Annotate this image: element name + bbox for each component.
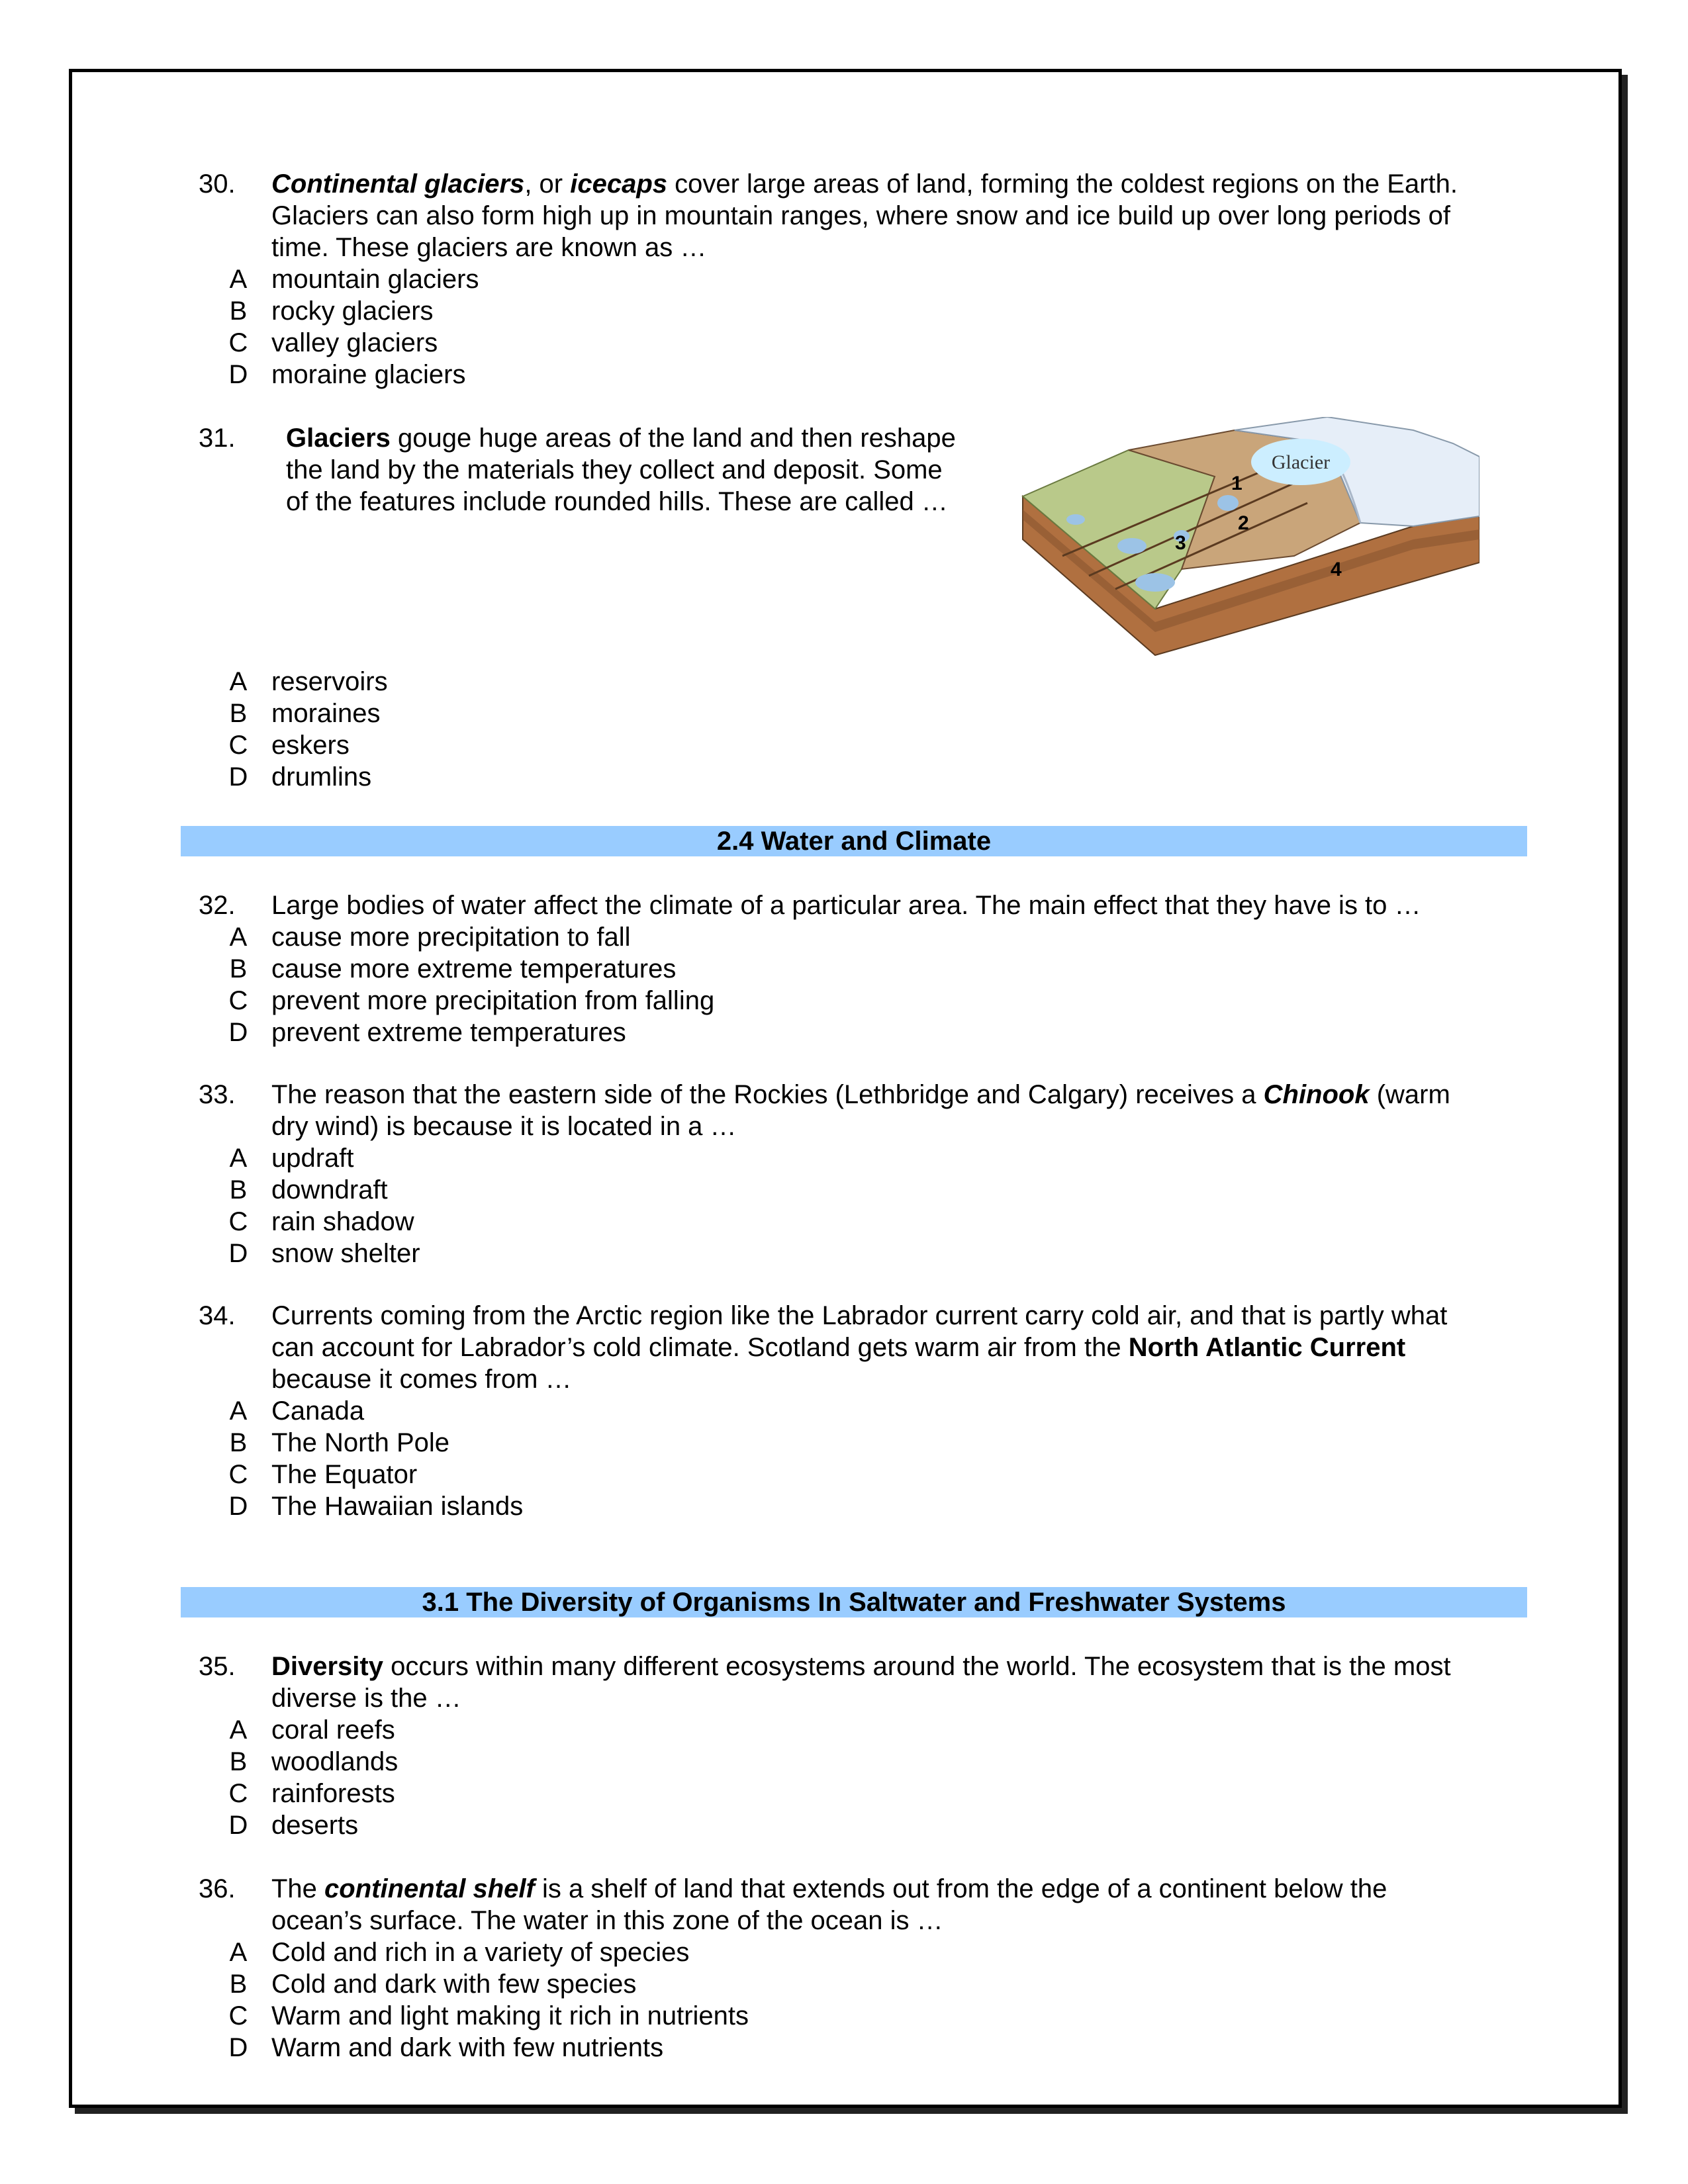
answer-option[interactable]	[199, 1017, 1523, 1048]
option-letter: B	[229, 699, 248, 728]
answer-option[interactable]	[199, 1968, 1523, 2000]
answer-option[interactable]	[199, 1238, 1523, 1269]
stem-text: dry wind) is because it is located in a …	[271, 1112, 737, 1141]
question-32	[199, 889, 1523, 1048]
question-35	[199, 1651, 1523, 1841]
stem-text: gouge huge areas of the land and then reshape	[390, 424, 956, 453]
option-text: cause more precipitation to fall	[271, 923, 631, 952]
answer-option[interactable]	[199, 761, 1523, 793]
option-letter: D	[228, 2033, 248, 2062]
option-letter: A	[229, 265, 248, 294]
answer-option[interactable]	[199, 921, 1523, 953]
option-text: The Hawaiian islands	[271, 1492, 524, 1521]
option-letter: C	[228, 1207, 248, 1236]
option-letter: A	[229, 1938, 248, 1967]
option-text: reservoirs	[271, 667, 388, 696]
option-letter: C	[228, 731, 248, 760]
question-number: 35.	[199, 1652, 236, 1681]
option-text: moraine glaciers	[271, 360, 466, 389]
option-letter: A	[229, 667, 248, 696]
option-text: rocky glaciers	[271, 296, 434, 326]
option-text: moraines	[271, 699, 381, 728]
option-text: Canada	[271, 1396, 365, 1426]
term-icecaps: icecaps	[570, 169, 667, 199]
question-31-options	[199, 666, 1523, 793]
stem-text: ocean’s surface. The water in this zone of the ocean is …	[271, 1906, 943, 1935]
answer-option[interactable]	[199, 1490, 1523, 1522]
section-header-diversity-organisms: 3.1 The Diversity of Organisms In Saltwater and Freshwater Systems	[181, 1587, 1527, 1617]
option-letter: B	[229, 296, 248, 326]
option-letter: B	[229, 1747, 248, 1776]
term-glaciers: Glaciers	[286, 424, 391, 453]
stem-text: Large bodies of water affect the climate of a particular area. The main effect that they have is to …	[271, 891, 1421, 920]
answer-option[interactable]	[199, 1459, 1523, 1490]
option-text: eskers	[271, 731, 350, 760]
answer-option[interactable]	[199, 2032, 1523, 2064]
answer-option[interactable]	[199, 1395, 1523, 1427]
question-number: 36.	[199, 1874, 236, 1903]
option-letter: C	[228, 1779, 248, 1808]
stem-text: of the features include rounded hills. These are called …	[286, 487, 948, 516]
term-chinook: Chinook	[1263, 1080, 1370, 1109]
question-number: 31.	[199, 424, 236, 453]
answer-option[interactable]	[199, 1809, 1523, 1841]
option-text: mountain glaciers	[271, 265, 479, 294]
option-text: coral reefs	[271, 1715, 395, 1745]
stem-text: can account for Labrador’s cold climate. Scotland gets warm air from the	[271, 1333, 1129, 1362]
stem-text: The	[271, 1874, 325, 1903]
stem-text: (warm	[1369, 1080, 1450, 1109]
answer-option[interactable]	[199, 2000, 1523, 2032]
answer-option[interactable]	[199, 1936, 1523, 1968]
answer-option[interactable]	[199, 1778, 1523, 1809]
stem-text: The reason that the eastern side of the Rockies (Lethbridge and Calgary) receives a	[271, 1080, 1264, 1109]
option-text: prevent more precipitation from falling	[271, 986, 715, 1015]
option-text: The Equator	[271, 1460, 418, 1489]
term-north-atlantic-current: North Atlantic Current	[1128, 1333, 1406, 1362]
diagram-marker-3: 3	[1175, 532, 1186, 554]
stem-text: , or	[524, 169, 571, 199]
diagram-marker-1: 1	[1231, 473, 1243, 494]
stem-text: cover large areas of land, forming the coldest regions on the Earth.	[667, 169, 1458, 199]
question-number: 33.	[199, 1080, 236, 1109]
option-text: rain shadow	[271, 1207, 414, 1236]
question-33	[199, 1079, 1523, 1269]
option-text: Warm and light making it rich in nutrients	[271, 2001, 749, 2030]
option-letter: A	[229, 1144, 248, 1173]
option-text: downdraft	[271, 1175, 388, 1205]
option-letter: C	[228, 986, 248, 1015]
term-continental-glaciers: Continental glaciers	[271, 169, 525, 199]
answer-option[interactable]	[199, 1427, 1523, 1459]
option-letter: C	[228, 328, 248, 357]
diagram-lake	[1135, 573, 1175, 592]
glacier-landform-diagram	[1016, 417, 1479, 668]
answer-option[interactable]	[199, 263, 1523, 295]
answer-option[interactable]	[199, 1746, 1523, 1778]
option-text: rainforests	[271, 1779, 395, 1808]
answer-option[interactable]	[199, 359, 1523, 390]
option-letter: B	[229, 1428, 248, 1457]
option-text: updraft	[271, 1144, 354, 1173]
option-letter: D	[228, 1811, 248, 1840]
answer-option[interactable]	[199, 953, 1523, 985]
diagram-marker-2: 2	[1238, 512, 1249, 534]
diagram-lake	[1217, 495, 1239, 511]
answer-option[interactable]	[199, 698, 1523, 729]
option-letter: D	[228, 1018, 248, 1047]
stem-text: diverse is the …	[271, 1684, 461, 1713]
answer-option[interactable]	[199, 327, 1523, 359]
stem-text: time. These glaciers are known as …	[271, 233, 707, 262]
stem-text: Currents coming from the Arctic region like the Labrador current carry cold air, and that is partly what	[271, 1301, 1448, 1330]
stem-text: the land by the materials they collect and deposit. Some	[286, 455, 943, 484]
option-letter: D	[228, 1239, 248, 1268]
option-text: snow shelter	[271, 1239, 420, 1268]
stem-text: Glaciers can also form high up in mountain ranges, where snow and ice build up over long periods of	[271, 201, 1451, 230]
option-letter: B	[229, 954, 248, 983]
option-letter: D	[228, 762, 248, 792]
question-36	[199, 1873, 1523, 2064]
option-letter: D	[228, 1492, 248, 1521]
stem-text: is a shelf of land that extends out from the edge of a continent below the	[534, 1874, 1387, 1903]
question-30	[199, 168, 1523, 390]
answer-option[interactable]	[199, 295, 1523, 327]
term-continental-shelf: continental shelf	[324, 1874, 535, 1903]
question-34	[199, 1300, 1523, 1522]
option-text: The North Pole	[271, 1428, 450, 1457]
option-text: Warm and dark with few nutrients	[271, 2033, 664, 2062]
option-letter: A	[229, 1715, 248, 1745]
option-text: valley glaciers	[271, 328, 438, 357]
stem-text: occurs within many different ecosystems around the world. The ecosystem that is the most	[383, 1652, 1451, 1681]
option-text: cause more extreme temperatures	[271, 954, 677, 983]
option-letter: A	[229, 1396, 248, 1426]
option-text: drumlins	[271, 762, 372, 792]
option-text: deserts	[271, 1811, 359, 1840]
option-text: woodlands	[271, 1747, 399, 1776]
diagram-lake	[1117, 538, 1147, 554]
option-letter: C	[228, 2001, 248, 2030]
answer-option[interactable]	[199, 666, 1523, 698]
option-letter: D	[228, 360, 248, 389]
option-text: prevent extreme temperatures	[271, 1018, 626, 1047]
answer-option[interactable]	[199, 985, 1523, 1017]
answer-option[interactable]	[199, 1206, 1523, 1238]
question-number: 30.	[199, 169, 236, 199]
diagram-lake	[1066, 514, 1085, 525]
question-number: 32.	[199, 891, 236, 920]
option-letter: B	[229, 1970, 248, 1999]
glacier-label: Glacier	[1271, 451, 1331, 473]
answer-option[interactable]	[199, 1714, 1523, 1746]
answer-option[interactable]	[199, 729, 1523, 761]
answer-option[interactable]	[199, 1174, 1523, 1206]
option-letter: B	[229, 1175, 248, 1205]
option-letter: A	[229, 923, 248, 952]
option-text: Cold and dark with few species	[271, 1970, 637, 1999]
term-diversity: Diversity	[271, 1652, 383, 1681]
question-number: 34.	[199, 1301, 236, 1330]
diagram-marker-4: 4	[1331, 559, 1342, 580]
section-header-water-climate: 2.4 Water and Climate	[181, 826, 1527, 856]
option-letter: C	[228, 1460, 248, 1489]
stem-text: because it comes from …	[271, 1365, 572, 1394]
answer-option[interactable]	[199, 1142, 1523, 1174]
option-text: Cold and rich in a variety of species	[271, 1938, 690, 1967]
